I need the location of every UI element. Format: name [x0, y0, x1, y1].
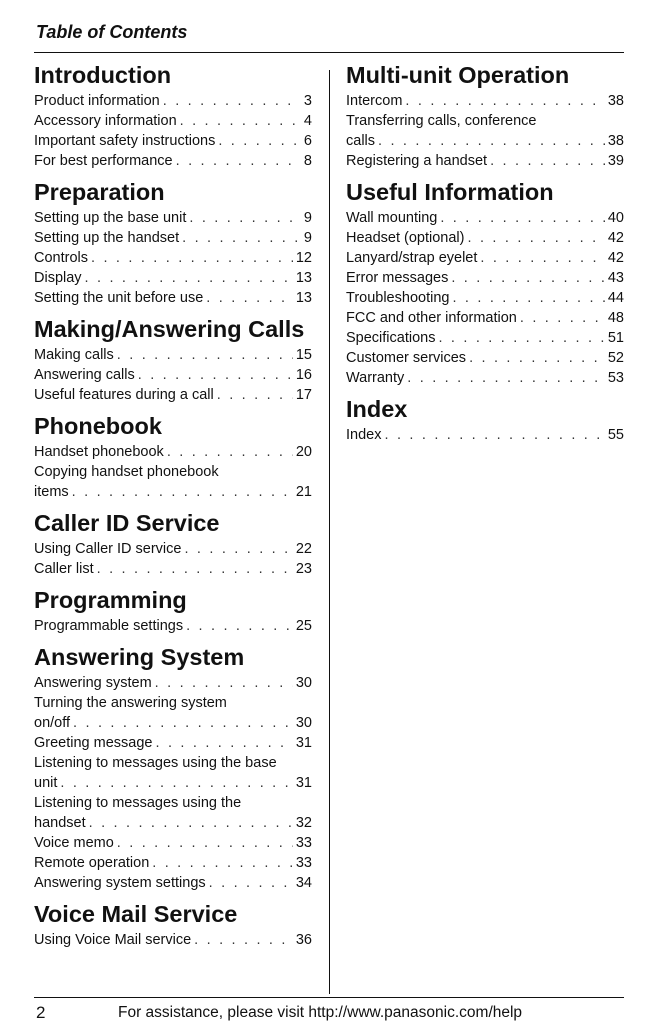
dot-leader: [138, 365, 293, 385]
entry-row: [34, 673, 312, 693]
section-heading: Introduction: [34, 62, 172, 88]
dot-leader: [206, 288, 293, 308]
dot-leader: [152, 853, 293, 873]
entry-title: Voice memo: [34, 835, 114, 851]
entry-title: Intercom: [346, 93, 403, 109]
entry-page-number: 3: [303, 93, 312, 109]
toc-entry[interactable]: [34, 131, 312, 151]
entry-row: [34, 559, 312, 579]
entry-title: Headset (optional): [346, 230, 465, 246]
toc-entry[interactable]: [34, 873, 312, 893]
entry-list: [346, 91, 624, 171]
toc-entry[interactable]: [34, 385, 312, 405]
entry-title: Using Caller ID service: [34, 541, 182, 557]
entry-title: Troubleshooting: [346, 290, 450, 306]
entry-title: Registering a handset: [346, 153, 488, 169]
entry-title-line: Turning the answering system: [34, 695, 227, 711]
toc-entry[interactable]: [346, 328, 624, 348]
entry-row: [346, 425, 624, 445]
toc-entry[interactable]: [346, 228, 624, 248]
entry-page-number: 16: [295, 367, 312, 383]
entry-row: [34, 111, 312, 131]
toc-section: [34, 314, 312, 405]
toc-entry[interactable]: [346, 151, 624, 171]
entry-row: [34, 482, 312, 502]
toc-entry[interactable]: [34, 559, 312, 579]
dot-leader: [184, 539, 292, 559]
dot-leader: [378, 131, 605, 151]
entry-row: [346, 91, 624, 111]
entry-title: Caller list: [34, 561, 94, 577]
entry-page-number: 15: [295, 347, 312, 363]
page-number: 2: [36, 1003, 46, 1022]
entry-page-number: 40: [607, 210, 624, 226]
entry-row: [346, 268, 624, 288]
section-heading: Answering System: [34, 644, 245, 670]
entry-page-number: 39: [607, 153, 624, 169]
dot-leader: [469, 348, 605, 368]
entry-page-number: 38: [607, 133, 624, 149]
toc-entry[interactable]: [346, 111, 624, 151]
header-divider: [34, 52, 624, 53]
entry-title: Answering system settings: [34, 875, 206, 891]
entry-title: Answering calls: [34, 367, 135, 383]
entry-page-number: 6: [303, 133, 312, 149]
entry-title: Answering system: [34, 675, 152, 691]
dot-leader: [73, 713, 293, 733]
entry-page-number: 42: [607, 230, 624, 246]
entry-page-number: 33: [295, 855, 312, 871]
entry-title: Setting up the handset: [34, 230, 180, 246]
entry-page-number: 9: [303, 230, 312, 246]
entry-title: Setting up the base unit: [34, 210, 187, 226]
entry-title: For best performance: [34, 153, 173, 169]
toc-entry[interactable]: [34, 616, 312, 636]
entry-row: [34, 853, 312, 873]
dot-leader: [405, 91, 604, 111]
entry-row: [346, 208, 624, 228]
toc-entry[interactable]: [34, 733, 312, 753]
entry-row: [34, 773, 312, 793]
entry-row: [346, 368, 624, 388]
dot-leader: [384, 425, 604, 445]
section-heading: Voice Mail Service: [34, 901, 238, 927]
entry-title: Lanyard/strap eyelet: [346, 250, 478, 266]
section-heading: Programming: [34, 587, 187, 613]
dot-leader: [167, 442, 293, 462]
dot-leader: [155, 673, 293, 693]
entry-title: Using Voice Mail service: [34, 932, 192, 948]
entry-row: [346, 151, 624, 171]
toc-section: [346, 177, 624, 388]
toc-section: [34, 60, 312, 171]
entry-page-number: 53: [607, 370, 624, 386]
entry-title: Warranty: [346, 370, 405, 386]
section-heading: Index: [346, 396, 408, 422]
toc-entry[interactable]: [34, 539, 312, 559]
toc-entry[interactable]: [34, 442, 312, 462]
entry-row: [34, 151, 312, 171]
entry-list: [34, 345, 312, 405]
entry-row: [346, 308, 624, 328]
dot-leader: [176, 151, 301, 171]
entry-row: [346, 248, 624, 268]
entry-title: Specifications: [346, 330, 436, 346]
entry-title: Accessory information: [34, 113, 177, 129]
entry-list: [34, 673, 312, 893]
toc-entry[interactable]: [34, 673, 312, 693]
page-title: Table of Contents: [36, 22, 188, 42]
entry-row: [34, 345, 312, 365]
section-heading: Making/Answering Calls: [34, 316, 305, 342]
section-heading: Useful Information: [346, 179, 554, 205]
entry-list: [34, 208, 312, 308]
entry-page-number: 42: [607, 250, 624, 266]
entry-title: Making calls: [34, 347, 114, 363]
entry-page-number: 38: [607, 93, 624, 109]
entry-row: [34, 208, 312, 228]
entry-title: on/off: [34, 715, 71, 731]
entry-title: unit: [34, 775, 58, 791]
entry-title: Index: [346, 427, 382, 443]
entry-page-number: 9: [303, 210, 312, 226]
entry-row: [34, 228, 312, 248]
toc-entry[interactable]: [346, 248, 624, 268]
entry-title: Remote operation: [34, 855, 150, 871]
entry-row: [34, 248, 312, 268]
entry-page-number: 52: [607, 350, 624, 366]
toc-entry[interactable]: [346, 425, 624, 445]
dot-leader: [209, 873, 293, 893]
toc-right-column: [346, 60, 624, 445]
entry-title: Programmable settings: [34, 618, 184, 634]
toc-section: [34, 642, 312, 893]
entry-row: [34, 385, 312, 405]
dot-leader: [89, 813, 293, 833]
toc-entry[interactable]: [34, 930, 312, 950]
column-divider: [329, 70, 330, 994]
entry-row: [34, 268, 312, 288]
entry-page-number: 30: [295, 675, 312, 691]
entry-title-line: Listening to messages using the base: [34, 755, 277, 771]
entry-row: [34, 733, 312, 753]
toc-section: [34, 508, 312, 579]
dot-leader: [452, 288, 604, 308]
entry-list: [34, 930, 312, 950]
entry-page-number: 34: [295, 875, 312, 891]
entry-title: items: [34, 484, 69, 500]
dot-leader: [218, 131, 301, 151]
toc-section: [34, 585, 312, 636]
entry-title: Customer services: [346, 350, 467, 366]
entry-page-number: 36: [295, 932, 312, 948]
entry-list: [34, 91, 312, 171]
dot-leader: [163, 91, 301, 111]
toc-section: [34, 177, 312, 308]
entry-page-number: 17: [295, 387, 312, 403]
entry-page-number: 48: [607, 310, 624, 326]
dot-leader: [182, 228, 301, 248]
entry-title: calls: [346, 133, 376, 149]
section-heading: Phonebook: [34, 413, 162, 439]
dot-leader: [480, 248, 604, 268]
toc-entry[interactable]: [34, 248, 312, 268]
toc-entry[interactable]: [346, 208, 624, 228]
section-heading: Preparation: [34, 179, 165, 205]
entry-row: [346, 228, 624, 248]
entry-title-line: Listening to messages using the: [34, 795, 242, 811]
dot-leader: [60, 773, 292, 793]
toc-entry[interactable]: [34, 833, 312, 853]
toc-entry[interactable]: [346, 288, 624, 308]
dot-leader: [217, 385, 293, 405]
entry-title: handset: [34, 815, 86, 831]
entry-page-number: 43: [607, 270, 624, 286]
entry-title: Display: [34, 270, 82, 286]
entry-title: Important safety instructions: [34, 133, 216, 149]
entry-row: [34, 91, 312, 111]
toc-entry[interactable]: [34, 345, 312, 365]
toc-entry[interactable]: [346, 308, 624, 328]
entry-row: [34, 873, 312, 893]
entry-row: [34, 833, 312, 853]
toc-entry[interactable]: [346, 348, 624, 368]
entry-page-number: 55: [607, 427, 624, 443]
dot-leader: [407, 368, 605, 388]
dot-leader: [186, 616, 293, 636]
dot-leader: [490, 151, 605, 171]
toc-entry[interactable]: [34, 462, 312, 502]
entry-page-number: 12: [295, 250, 312, 266]
entry-row: [34, 713, 312, 733]
dot-leader: [117, 833, 293, 853]
section-heading: Multi-unit Operation: [346, 62, 570, 88]
entry-title: Greeting message: [34, 735, 153, 751]
entry-page-number: 31: [295, 735, 312, 751]
footer-help-note: For assistance, please visit http://www.panasonic.com/help: [118, 1004, 523, 1021]
dot-leader: [155, 733, 292, 753]
entry-page-number: 33: [295, 835, 312, 851]
entry-page-number: 44: [607, 290, 624, 306]
entry-list: [34, 539, 312, 579]
entry-list: [34, 442, 312, 502]
toc-section: [34, 411, 312, 502]
entry-page-number: 51: [607, 330, 624, 346]
entry-list: [34, 616, 312, 636]
entry-page-number: 32: [295, 815, 312, 831]
entry-row: [34, 539, 312, 559]
entry-title: Useful features during a call: [34, 387, 214, 403]
entry-row: [346, 328, 624, 348]
toc-entry[interactable]: [346, 268, 624, 288]
entry-page-number: 23: [295, 561, 312, 577]
entry-title: Wall mounting: [346, 210, 438, 226]
entry-page-number: 21: [295, 484, 312, 500]
entry-row: [346, 131, 624, 151]
entry-title: Product information: [34, 93, 160, 109]
entry-row: [346, 348, 624, 368]
toc-entry[interactable]: [346, 368, 624, 388]
toc-entry[interactable]: [34, 228, 312, 248]
section-heading: Caller ID Service: [34, 510, 220, 536]
dot-leader: [97, 559, 293, 579]
entry-title: Handset phonebook: [34, 444, 164, 460]
entry-title: Controls: [34, 250, 88, 266]
dot-leader: [451, 268, 605, 288]
dot-leader: [72, 482, 293, 502]
dot-leader: [440, 208, 605, 228]
dot-leader: [520, 308, 605, 328]
entry-page-number: 30: [295, 715, 312, 731]
toc-entry[interactable]: [34, 91, 312, 111]
dot-leader: [468, 228, 605, 248]
entry-page-number: 25: [295, 618, 312, 634]
toc-entry[interactable]: [34, 693, 312, 733]
entry-title: FCC and other information: [346, 310, 517, 326]
toc-entry[interactable]: [34, 151, 312, 171]
toc-left-column: [34, 60, 312, 950]
footer-divider: [34, 997, 624, 998]
entry-title: Error messages: [346, 270, 449, 286]
toc-entry[interactable]: [34, 853, 312, 873]
entry-row: [34, 616, 312, 636]
entry-title-line: Copying handset phonebook: [34, 464, 219, 480]
toc-entry[interactable]: [34, 268, 312, 288]
entry-page-number: 22: [295, 541, 312, 557]
entry-page-number: 8: [303, 153, 312, 169]
entry-row: [346, 288, 624, 308]
dot-leader: [85, 268, 293, 288]
toc-entry[interactable]: [34, 793, 312, 833]
toc-entry[interactable]: [34, 288, 312, 308]
entry-row: [34, 442, 312, 462]
entry-title-line: Transferring calls, conference: [346, 113, 537, 129]
entry-page-number: 13: [295, 290, 312, 306]
dot-leader: [180, 111, 301, 131]
entry-title: Setting the unit before use: [34, 290, 204, 306]
dot-leader: [189, 208, 301, 228]
dot-leader: [194, 930, 293, 950]
dot-leader: [91, 248, 293, 268]
toc-section: [346, 394, 624, 445]
entry-page-number: 20: [295, 444, 312, 460]
entry-page-number: 4: [303, 113, 312, 129]
entry-page-number: 31: [295, 775, 312, 791]
toc-entry[interactable]: [34, 753, 312, 793]
entry-list: [346, 425, 624, 445]
toc-entry[interactable]: [346, 91, 624, 111]
entry-row: [34, 813, 312, 833]
toc-entry[interactable]: [34, 208, 312, 228]
entry-row: [34, 288, 312, 308]
dot-leader: [438, 328, 604, 348]
toc-entry[interactable]: [34, 111, 312, 131]
entry-list: [346, 208, 624, 388]
toc-section: [34, 899, 312, 950]
entry-page-number: 13: [295, 270, 312, 286]
entry-row: [34, 365, 312, 385]
entry-row: [34, 930, 312, 950]
toc-section: [346, 60, 624, 171]
dot-leader: [117, 345, 293, 365]
entry-row: [34, 131, 312, 151]
toc-entry[interactable]: [34, 365, 312, 385]
